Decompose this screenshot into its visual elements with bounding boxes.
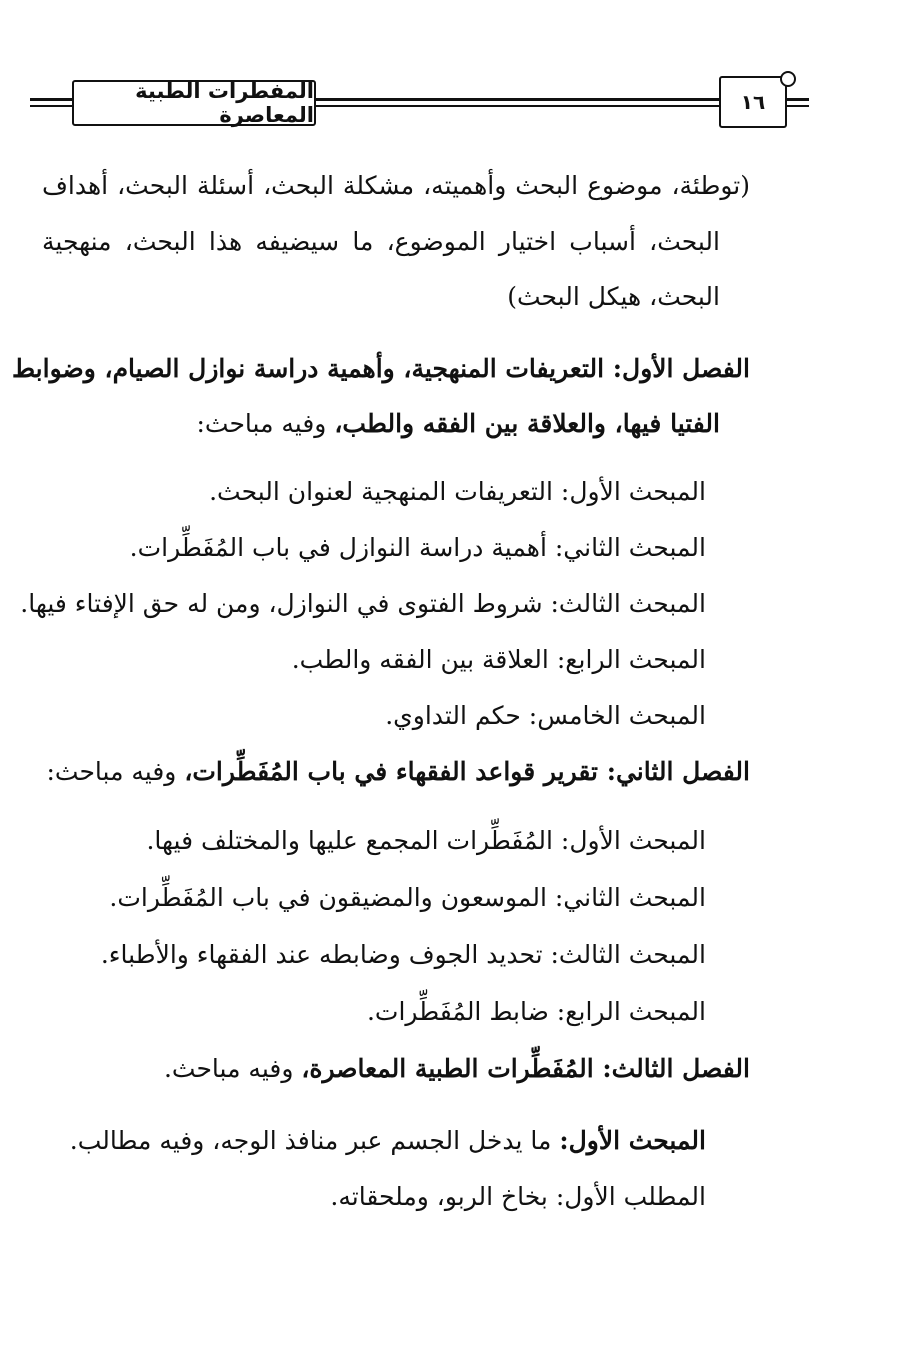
- intro-line-1: (توطئة، موضوع البحث وأهميته، مشكلة البحث، أسئلة البحث، أهداف: [42, 171, 750, 200]
- chapter-3-subsection-1: المطلب الأول: بخاخ الربو، وملحقاته.: [330, 1182, 706, 1211]
- chapter-1-heading-bold: الفتيا فيها، والعلاقة بين الفقه والطب،: [334, 409, 720, 438]
- chapter-1-section-1: المبحث الأول: التعريفات المنهجية لعنوان البحث.: [209, 477, 706, 506]
- chapter-1-section-2: المبحث الثاني: أهمية دراسة النوازل في باب المُفَطِّرات.: [129, 533, 706, 562]
- intro-line-2: البحث، أسباب اختيار الموضوع، ما سيضيفه هذا البحث، منهجية: [42, 227, 720, 256]
- running-title: المفطرات الطبية المعاصرة: [72, 80, 316, 126]
- chapter-3-section-1: [42, 1122, 706, 1160]
- chapter-2-section-1: المبحث الأول: المُفَطِّرات المجمع عليها والمختلف فيها.: [146, 826, 706, 855]
- header-rule-left-thin: [30, 105, 72, 107]
- chapter-3-heading-bold: الفصل الثالث: المُفَطِّرات الطبية المعاصرة،: [301, 1054, 750, 1083]
- chapter-3-section-1-text: ما يدخل الجسم عبر منافذ الوجه، وفيه مطالب.: [69, 1126, 560, 1155]
- scroll-ornament-icon: [780, 71, 796, 87]
- chapter-1-heading-tail: وفيه مباحث:: [196, 409, 335, 438]
- chapter-3-heading-tail: وفيه مباحث.: [163, 1054, 302, 1083]
- header-rule-middle: [316, 98, 719, 101]
- intro-line-3: البحث، هيكل البحث): [507, 282, 720, 311]
- header-rule-left: [30, 98, 72, 101]
- chapter-2-section-3: المبحث الثالث: تحديد الجوف وضابطه عند الفقهاء والأطباء.: [100, 940, 706, 969]
- header-rule-middle-thin: [316, 105, 719, 107]
- chapter-3-heading: [42, 1050, 750, 1088]
- chapter-1-heading-continued: [42, 405, 720, 443]
- chapter-1-section-4: المبحث الرابع: العلاقة بين الفقه والطب.: [291, 645, 706, 674]
- header-rule-right-thin: [787, 105, 809, 107]
- chapter-2-section-2: المبحث الثاني: الموسعون والمضيقون في باب المُفَطِّرات.: [109, 883, 706, 912]
- chapter-2-heading: [42, 753, 750, 791]
- chapter-1-section-5: المبحث الخامس: حكم التداوي.: [385, 701, 706, 730]
- chapter-2-heading-bold: الفصل الثاني: تقرير قواعد الفقهاء في باب المُفَطِّرات،: [184, 757, 750, 786]
- chapter-1-heading: الفصل الأول: التعريفات المنهجية، وأهمية دراسة نوازل الصيام، وضوابط: [11, 354, 750, 383]
- chapter-2-heading-tail: وفيه مباحث:: [46, 757, 185, 786]
- page-number: ١٦: [719, 76, 787, 128]
- chapter-2-section-4: المبحث الرابع: ضابط المُفَطِّرات.: [366, 997, 706, 1026]
- header-rule-right: [787, 98, 809, 101]
- chapter-1-section-3: المبحث الثالث: شروط الفتوى في النوازل، ومن له حق الإفتاء فيها.: [20, 589, 706, 618]
- chapter-3-section-1-label: المبحث الأول:: [559, 1126, 706, 1155]
